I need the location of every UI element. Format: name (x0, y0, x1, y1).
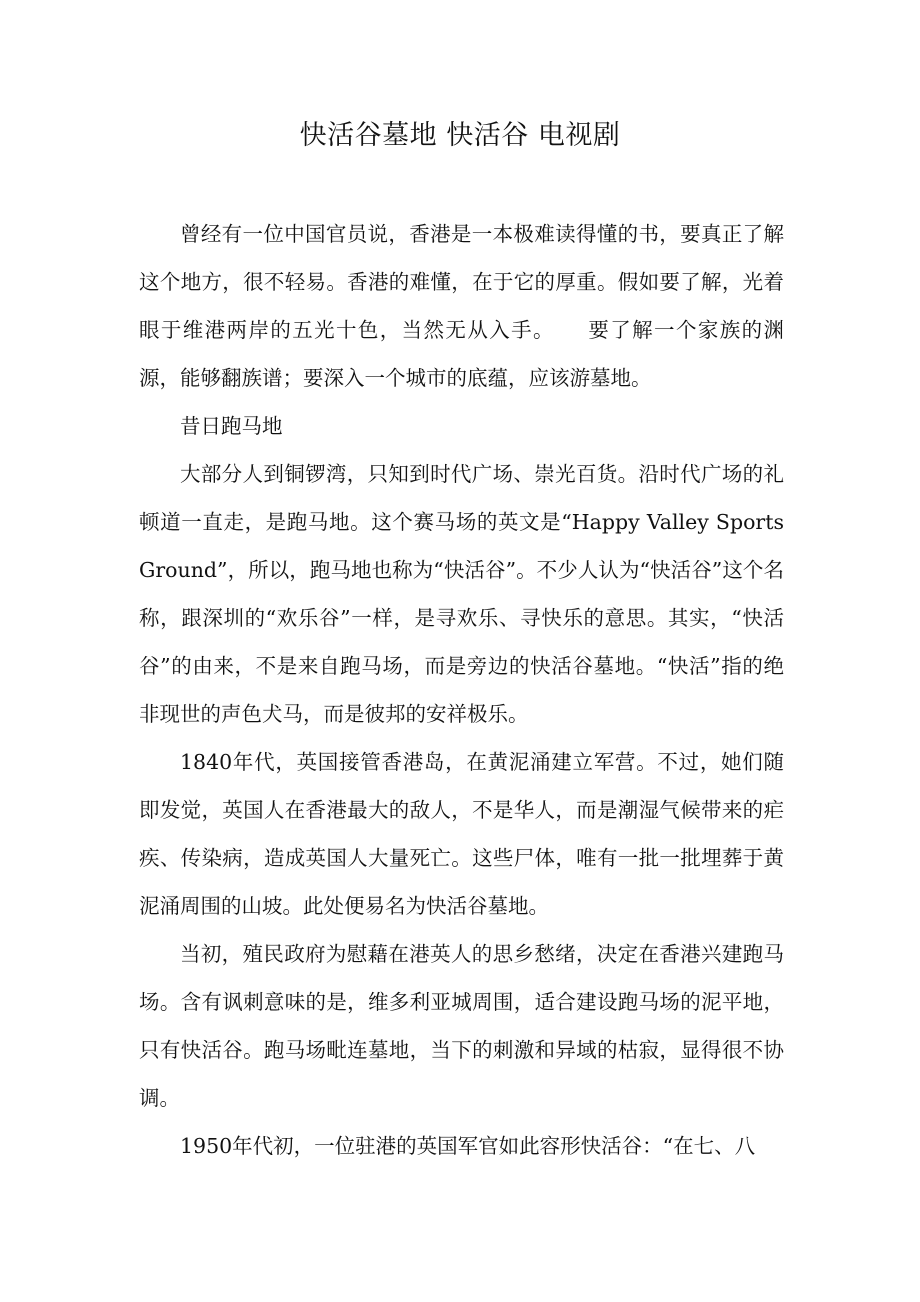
paragraph-1840s: 1840年代，英国接管香港岛，在黄泥涌建立军营。不过，她们随即发觉，英国人在香港最大的敌人，不是华人，而是潮湿气候带来的疟疾、传染病，造成英国人大量死亡。这些尸体，唯有一批一批埋葬于黄泥涌周围的山坡。此处便易名为快活谷墓地。 (139, 750, 784, 918)
paragraph-intro: 曾经有一位中国官员说，香港是一本极难读得懂的书，要真正了解这个地方，很不轻易。香港的难懂，在于它的厚重。假如要了解，光着眼于维港两岸的五光十色，当然无从入手。 要了解一个家族的渊源，能够翻族谱；要深入一个城市的底蕴，应该游墓地。 (139, 222, 784, 390)
document-title: 快活谷墓地 快活谷 电视剧 (299, 120, 621, 151)
paragraph-racecourse-origin: 当初，殖民政府为慰藉在港英人的思乡愁绪，决定在香港兴建跑马场。含有讽刺意味的是，维多利亚城周围，适合建设跑马场的泥平地，只有快活谷。跑马场毗连墓地，当下的刺激和异域的枯寂，显得很不协调。 (139, 942, 784, 1110)
document-body (139, 210, 784, 1170)
paragraph-1950s: 1950年代初，一位驻港的英国军官如此容形快活谷：“在七、八 (180, 1134, 756, 1158)
section-heading-racecourse: 昔日跑马地 (180, 414, 283, 438)
paragraph-happy-valley-name: 大部分人到铜锣湾，只知到时代广场、崇光百货。沿时代广场的礼顿道一直走，是跑马地。这个赛马场的英文是“Happy Valley Sports Ground”，所以，跑马地也称为“快活谷”。不少人认为“快活谷”这个名称，跟深圳的“欢乐谷”一样，是寻欢乐、寻快乐的意思。其实，“快活谷”的由来，不是来自跑马场，而是旁边的快活谷墓地。“快活”指的绝非现世的声色犬马，而是彼邦的安祥极乐。 (139, 462, 784, 726)
